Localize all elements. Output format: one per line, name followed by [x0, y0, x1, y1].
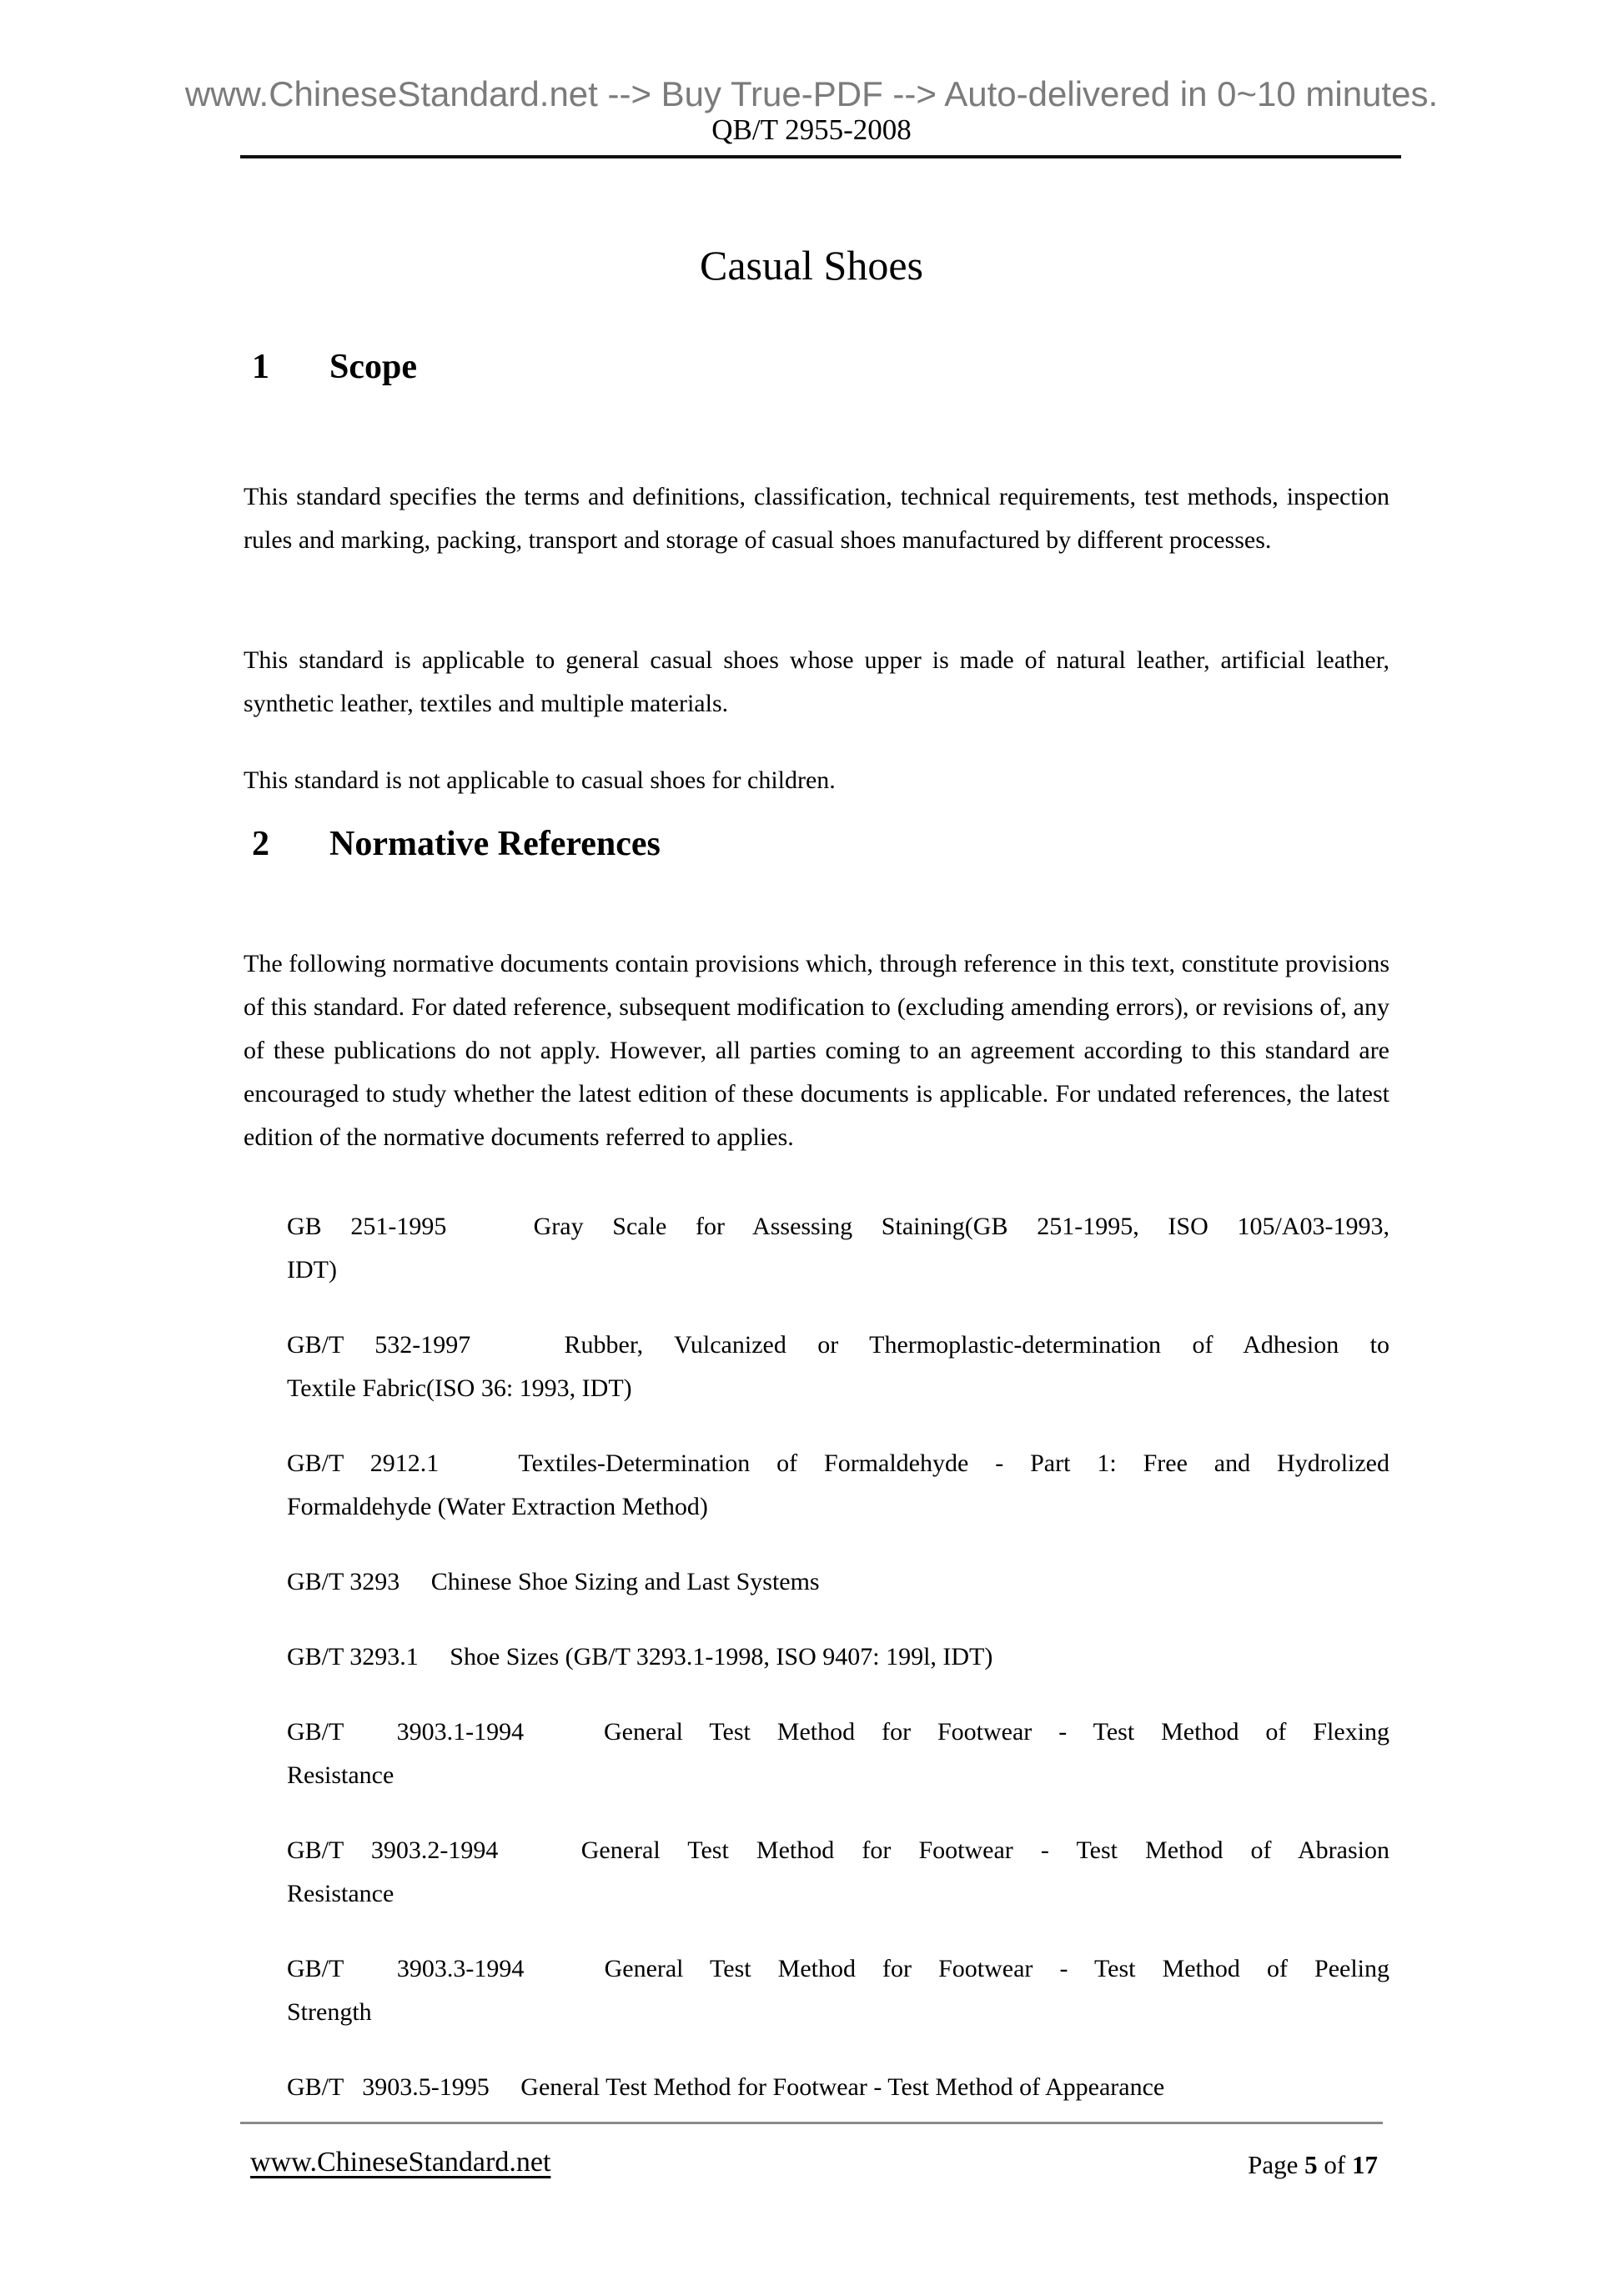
page-indicator — [1248, 2148, 1378, 2182]
purchase-banner: www.ChineseStandard.net --> Buy True-PDF --> Auto-delivered in 0~10 minutes. — [184, 74, 1439, 113]
reference-item — [287, 1442, 1389, 1529]
reference-item — [287, 1324, 1389, 1410]
reference-line: Textile Fabric(ISO 36: 1993, IDT) — [287, 1374, 632, 1402]
reference-item — [287, 2066, 1389, 2109]
scope-paragraph-3: This standard is not applicable to casual shoes for children. — [244, 766, 836, 794]
scope-paragraph-1: This standard specifies the terms and definitions, classification, technical requirements, test methods, inspection rules and marking, packing, transport and storage of casual shoes manufactured by different processes. — [244, 483, 1389, 554]
reference-line: Formaldehyde (Water Extraction Method) — [287, 1493, 708, 1520]
footer-site-link[interactable]: www.ChineseStandard.net — [250, 2147, 551, 2178]
scope-paragraph-2: This standard is applicable to general casual shoes whose upper is made of natural leather, artificial leather, synthetic leather, textiles and multiple materials. — [244, 646, 1389, 717]
reference-line: GB/T 2912.1 Textiles-Determination of Formaldehyde - Part 1: Free and Hydrolized — [287, 1449, 1389, 1477]
reference-line: GB/T 3903.2-1994 General Test Method for Footwear - Test Method of Abrasion — [287, 1836, 1389, 1864]
reference-item — [287, 1560, 1389, 1604]
reference-line: GB/T 3293 Chinese Shoe Sizing and Last Systems — [287, 1568, 820, 1595]
section-2-heading — [244, 824, 1389, 864]
section-1-title: Scope — [329, 348, 417, 386]
page-label: Page — [1248, 2150, 1305, 2179]
standard-code: QB/T 2955-2008 — [711, 113, 912, 146]
header-rule — [240, 155, 1401, 158]
reference-line: GB 251-1995 Gray Scale for Assessing Staining(GB 251-1995, ISO 105/A03-1993, — [287, 1213, 1389, 1240]
reference-line: GB/T 3903.5-1995 General Test Method for Footwear - Test Method of Appearance — [287, 2073, 1165, 2101]
reference-line: Strength — [287, 1998, 372, 2026]
reference-line: GB/T 3293.1 Shoe Sizes (GB/T 3293.1-1998, ISO 9407: 199l, IDT) — [287, 1643, 993, 1671]
total-pages: 17 — [1352, 2150, 1378, 2179]
reference-item — [287, 1635, 1389, 1679]
section-1-number: 1 — [252, 348, 269, 386]
section-2-title: Normative References — [329, 825, 661, 863]
of-label: of — [1317, 2150, 1352, 2179]
normative-references-intro: The following normative documents contain provisions which, through reference in this text, constitute provisions of this standard. For dated reference, subsequent modification to (excluding amending errors), or revisions of, any of these publications do not apply. However, all parties coming to an agreement according to this standard are encouraged to study whether the latest edition of these documents is applicable. For undated references, the latest edition of the normative documents referred to applies. — [244, 950, 1389, 1151]
document-title: Casual Shoes — [699, 241, 924, 289]
reference-line: IDT) — [287, 1256, 337, 1284]
reference-line: GB/T 532-1997 Rubber, Vulcanized or Thermoplastic-determination of Adhesion to — [287, 1331, 1389, 1359]
reference-item — [287, 1947, 1389, 2034]
footer-rule — [240, 2122, 1383, 2124]
reference-line: Resistance — [287, 1880, 394, 1907]
section-1-heading — [244, 347, 1389, 387]
page-number: 5 — [1304, 2150, 1318, 2179]
reference-item — [287, 1829, 1389, 1916]
section-2-number: 2 — [252, 825, 269, 863]
reference-line: Resistance — [287, 1761, 394, 1789]
reference-item — [287, 1205, 1389, 1292]
reference-line: GB/T 3903.1-1994 General Test Method for Footwear - Test Method of Flexing — [287, 1718, 1389, 1746]
reference-line: GB/T 3903.3-1994 General Test Method for Footwear - Test Method of Peeling — [287, 1955, 1389, 1982]
reference-item — [287, 1711, 1389, 1797]
